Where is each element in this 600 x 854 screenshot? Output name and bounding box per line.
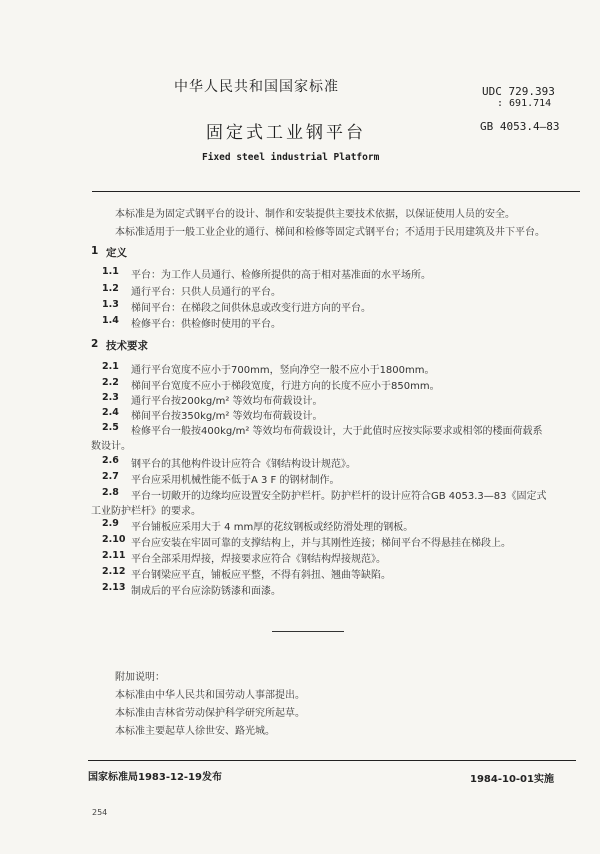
item-text: 梯间平台：在梯段之间供休息或改变行进方向的平台。: [131, 303, 371, 314]
page-number: 254: [92, 808, 108, 817]
item-text: 梯间平台按350kg/m² 等效均布荷载设计。: [131, 411, 323, 422]
item-number: 1.3: [102, 299, 119, 310]
item-text-continued: 数设计。: [91, 441, 131, 452]
section-2-number: 2: [91, 338, 99, 350]
item-text: 平台钢梁应平直，铺板应平整，不得有斜扭、翘曲等缺陷。: [131, 570, 391, 581]
item-number: 2.2: [102, 377, 119, 388]
top-rule: [92, 191, 580, 192]
item-number: 2.13: [102, 582, 126, 593]
item-number: 2.5: [102, 422, 119, 433]
item-number: 1.4: [102, 315, 119, 326]
section-divider: [272, 631, 344, 632]
notes-heading: 附加说明：: [115, 672, 165, 683]
section-1-number: 1: [91, 245, 99, 257]
item-number: 2.3: [102, 392, 119, 403]
item-text: 平台：为工作人员通行、检修所提供的高于相对基准面的水平场所。: [131, 270, 431, 281]
item-number: 2.11: [102, 550, 126, 561]
item-text: 平台应采用机械性能不低于A 3 F 的钢材制作。: [131, 475, 340, 486]
item-number: 1.2: [102, 283, 119, 294]
item-text: 钢平台的其他构件设计应符合《钢结构设计规范》。: [131, 459, 356, 470]
item-text: 平台应安装在牢固可靠的支撑结构上，并与其刚性连接；梯间平台不得悬挂在梯段上。: [131, 538, 511, 549]
item-number: 2.8: [102, 487, 119, 498]
standard-type: 中华人民共和国国家标准: [174, 79, 339, 95]
item-number: 2.6: [102, 455, 119, 466]
section-1-title: 定义: [106, 247, 127, 259]
section-2-title: 技术要求: [106, 340, 148, 352]
item-number: 2.12: [102, 566, 126, 577]
item-number: 1.1: [102, 266, 119, 277]
item-text: 平台全部采用焊接，焊接要求应符合《钢结构焊接规范》。: [131, 554, 386, 565]
item-text: 检修平台：供检修时使用的平台。: [131, 319, 281, 330]
item-text: 梯间平台宽度不应小于梯段宽度，行进方向的长度不应小于850mm。: [131, 381, 440, 392]
page-title: 固定式工业钢平台: [206, 123, 366, 143]
item-number: 2.9: [102, 518, 119, 529]
item-text: 通行平台按200kg/m² 等效均布荷载设计。: [131, 396, 323, 407]
issue-date: 国家标准局1983-12-19发布: [88, 772, 222, 783]
udc-code: UDC 729.393: [482, 85, 555, 98]
intro-paragraph-1: 本标准是为固定式钢平台的设计、制作和安装提供主要技术依据，以保证使用人员的安全。: [115, 209, 515, 220]
item-text: 通行平台宽度不应小于700mm，竖向净空一般不应小于1800mm。: [131, 365, 435, 376]
gb-code: GB 4053.4—83: [480, 120, 560, 133]
item-text: 平台铺板应采用大于 4 mm厚的花纹钢板或经防滑处理的钢板。: [131, 522, 414, 533]
item-text: 制成后的平台应涂防锈漆和面漆。: [131, 586, 281, 597]
bottom-rule: [88, 760, 576, 761]
item-text: 平台一切敞开的边缘均应设置安全防护栏杆。防护栏杆的设计应符合GB 4053.3—83《固定式: [131, 491, 547, 502]
note-line: 本标准由中华人民共和国劳动人事部提出。: [115, 690, 305, 701]
item-number: 2.4: [102, 407, 119, 418]
item-number: 2.7: [102, 471, 119, 482]
note-line: 本标准由吉林省劳动保护科学研究所起草。: [115, 708, 305, 719]
item-number: 2.10: [102, 534, 126, 545]
udc-code-sub: : 691.714: [497, 98, 552, 109]
note-line: 本标准主要起草人徐世安、路光城。: [115, 726, 275, 737]
effective-date: 1984-10-01实施: [470, 774, 554, 785]
english-title: Fixed steel industrial Platform: [202, 152, 380, 163]
item-text-continued: 工业防护栏杆》的要求。: [91, 506, 201, 517]
item-number: 2.1: [102, 361, 119, 372]
intro-paragraph-2: 本标准适用于一般工业企业的通行、梯间和检修等固定式钢平台；不适用于民用建筑及井下平台。: [115, 227, 545, 238]
item-text: 通行平台：只供人员通行的平台。: [131, 287, 281, 298]
item-text: 检修平台一般按400kg/m² 等效均布荷载设计，大于此值时应按实际要求或相邻的楼面荷载系: [131, 426, 543, 437]
